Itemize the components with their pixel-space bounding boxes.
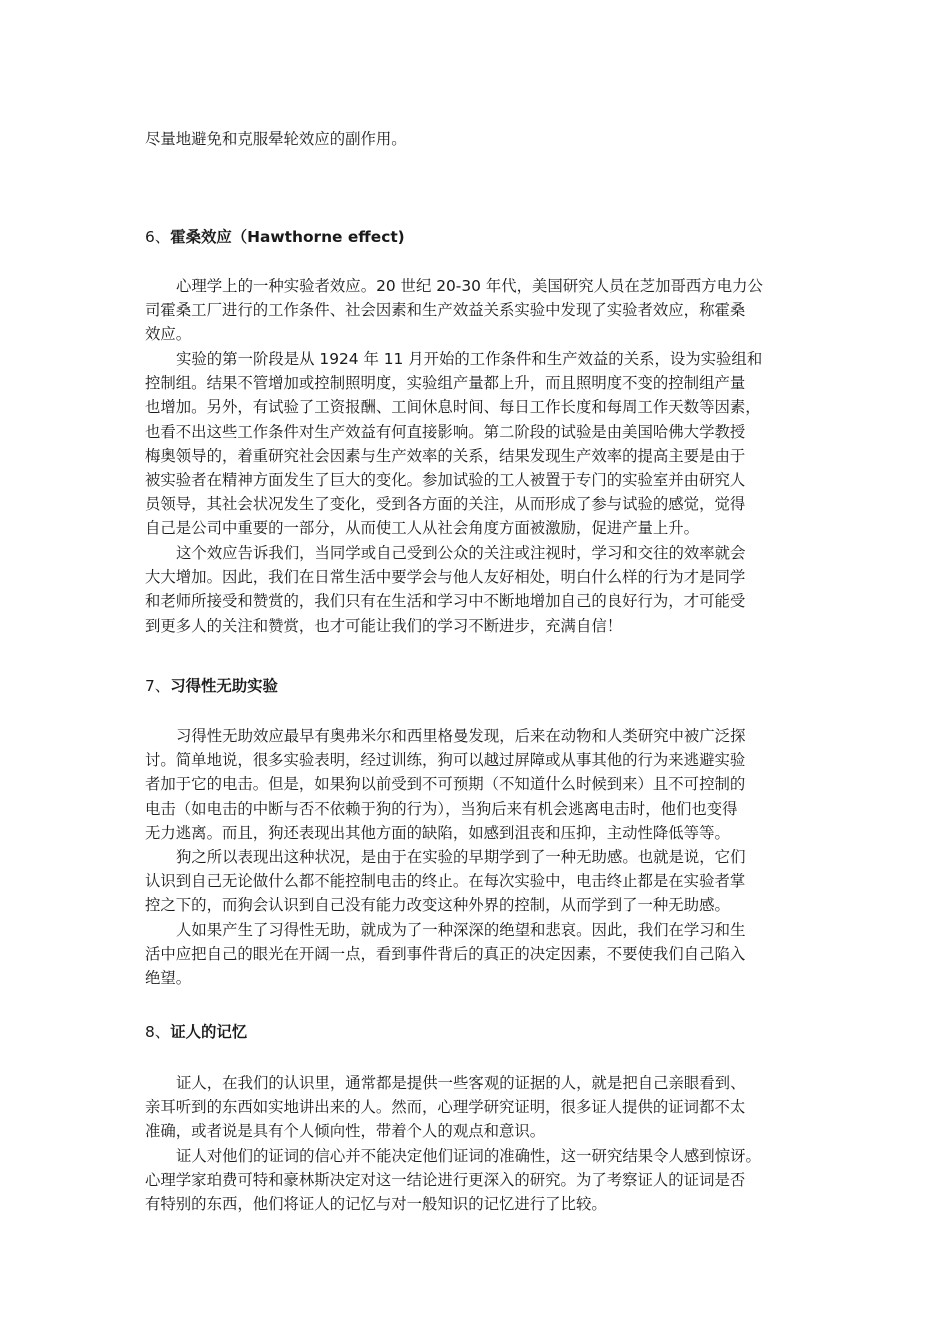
- text-line: 心理学上的一种实验者效应。20 世纪 20-30 年代，美国研究人员在芝加哥西方电力公: [176, 277, 763, 295]
- text-line: 者加于它的电击。但是，如果狗以前受到不可预期（不知道什么时候到来）且不可控制的: [145, 775, 746, 794]
- section-7-heading: [145, 674, 810, 698]
- section-6-paragraph-1: [145, 274, 810, 347]
- text-line: 人如果产生了习得性无助，就成为了一种深深的绝望和悲哀。因此，我们在学习和生: [176, 921, 746, 939]
- text-line: 和老师所接受和赞赏的，我们只有在生活和学习中不断地增加自己的良好行为，才可能受: [145, 592, 746, 611]
- text-line: 也增加。另外，有试验了工资报酬、工间休息时间、每日工作长度和每周工作天数等因素，: [145, 398, 761, 417]
- text-line: 活中应把自己的眼光在开阔一点，看到事件背后的真正的决定因素，不要使我们自己陷入: [145, 945, 746, 964]
- text-line: 控制组。结果不管增加或控制照明度，实验组产量都上升，而且照明度不变的控制组产量: [145, 374, 746, 393]
- section-title: 习得性无助实验: [170, 677, 278, 695]
- text-line: 习得性无助效应最早有奥弗米尔和西里格曼发现，后来在动物和人类研究中被广泛探: [176, 727, 746, 745]
- section-8-heading: [145, 1020, 810, 1044]
- text-line: 司霍桑工厂进行的工作条件、社会因素和生产效益关系实验中发现了实验者效应，称霍桑: [145, 301, 746, 320]
- section-number: 6、: [145, 228, 171, 246]
- text-line: 效应。: [145, 325, 192, 344]
- text-line: 证人，在我们的认识里，通常都是提供一些客观的证据的人，就是把自己亲眼看到、: [176, 1074, 746, 1092]
- section-6-paragraph-2: [145, 347, 810, 541]
- section-6-paragraph-3: [145, 541, 810, 638]
- text-line: 绝望。: [145, 969, 192, 988]
- section-8-paragraph-2: [145, 1144, 810, 1217]
- text-line: 实验的第一阶段是从 1924 年 11 月开始的工作条件和生产效益的关系，设为实验组和: [176, 350, 763, 368]
- text-line: 亲耳听到的东西如实地讲出来的人。然而，心理学研究证明，很多证人提供的证词都不太: [145, 1098, 746, 1117]
- section-7-paragraph-3: [145, 918, 810, 991]
- text-line: 梅奥领导的，着重研究社会因素与生产效率的关系，结果发现生产效率的提高主要是由于: [145, 446, 746, 465]
- section-title: 霍桑效应（Hawthorne effect): [170, 228, 405, 246]
- intro-paragraph: [145, 127, 810, 151]
- section-8-paragraph-1: [145, 1071, 810, 1144]
- text-line: 尽量地避免和克服晕轮效应的副作用。: [145, 130, 407, 148]
- section-title: 证人的记忆: [170, 1023, 248, 1041]
- text-line: 电击（如电击的中断与否不依赖于狗的行为），当狗后来有机会逃离电击时，他们也变得: [145, 799, 738, 818]
- text-line: 心理学家珀费可特和豪林斯决定对这一结论进行更深入的研究。为了考察证人的证词是否: [145, 1171, 746, 1190]
- text-line: 准确，或者说是具有个人倾向性，带着个人的观点和意识。: [145, 1122, 546, 1141]
- text-line: 被实验者在精神方面发生了巨大的变化。参加试验的工人被置于专门的实验室并由研究人: [145, 471, 746, 490]
- section-7-paragraph-1: [145, 724, 810, 845]
- section-number: 7、: [145, 677, 171, 695]
- text-line: 狗之所以表现出这种状况，是由于在实验的早期学到了一种无助感。也就是说，它们: [176, 848, 746, 866]
- text-line: 控之下的，而狗会认识到自己没有能力改变这种外界的控制，从而学到了一种无助感。: [145, 896, 730, 915]
- text-line: 到更多人的关注和赞赏，也才可能让我们的学习不断进步，充满自信！: [145, 616, 623, 635]
- text-line: 认识到自己无论做什么都不能控制电击的终止。在每次实验中，电击终止都是在实验者掌: [145, 872, 746, 891]
- text-line: 有特别的东西，他们将证人的记忆与对一般知识的记忆进行了比较。: [145, 1195, 607, 1214]
- section-6-heading: [145, 225, 810, 249]
- text-line: 员领导，其社会状况发生了变化，受到各方面的关注，从而形成了参与试验的感觉，觉得: [145, 495, 746, 514]
- text-line: 大大增加。因此，我们在日常生活中要学会与他人友好相处，明白什么样的行为才是同学: [145, 568, 746, 587]
- text-line: 讨。简单地说，很多实验表明，经过训练，狗可以越过屏障或从事其他的行为来逃避实验: [145, 751, 746, 770]
- text-line: 这个效应告诉我们，当同学或自己受到公众的关注或注视时，学习和交往的效率就会: [176, 544, 746, 562]
- text-line: 自己是公司中重要的一部分，从而使工人从社会角度方面被激励，促进产量上升。: [145, 519, 700, 538]
- section-number: 8、: [145, 1023, 171, 1041]
- text-line: 证人对他们的证词的信心并不能决定他们证词的准确性，这一研究结果令人感到惊讶。: [176, 1147, 761, 1165]
- text-line: 无力逃离。而且，狗还表现出其他方面的缺陷，如感到沮丧和压抑，主动性降低等等。: [145, 823, 730, 842]
- text-line: 也看不出这些工作条件对生产效益有何直接影响。第二阶段的试验是由美国哈佛大学教授: [145, 422, 746, 441]
- section-7-paragraph-2: [145, 845, 810, 918]
